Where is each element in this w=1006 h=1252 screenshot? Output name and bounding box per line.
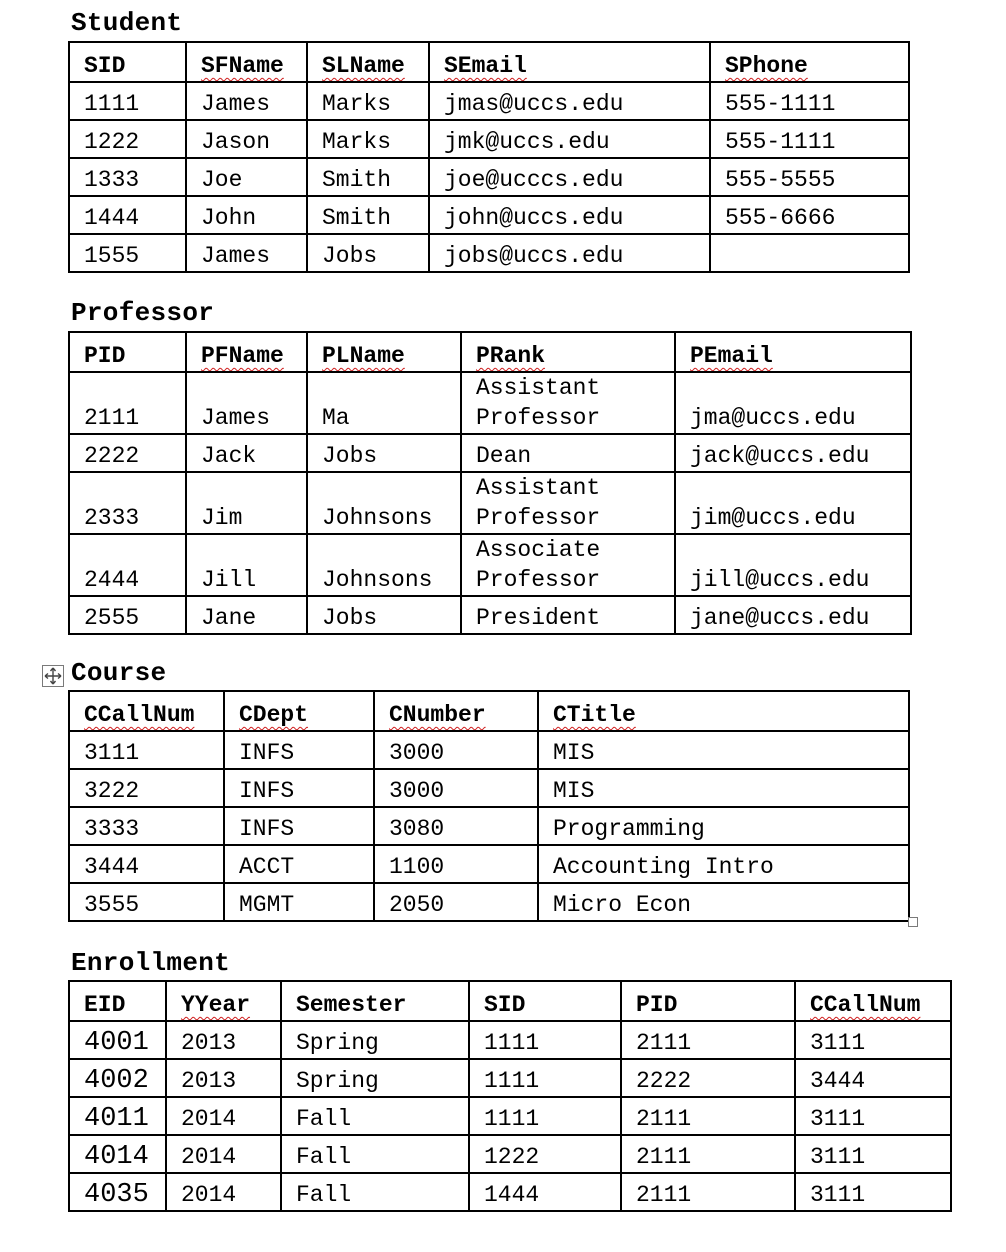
table-cell-semail: jobs@uccs.edu [429,234,710,272]
table-cell-cnumber: 2050 [374,883,538,921]
table-row [69,769,909,807]
table-cell-semester: Fall [281,1173,469,1211]
table-cell-semester: Spring [281,1059,469,1097]
table-row [69,196,909,234]
table-resize-handle[interactable] [908,917,918,927]
table-cell-ccallnum: 3333 [69,807,224,845]
column-header-ccallnum [69,691,224,731]
table-cell-cdept: ACCT [224,845,374,883]
table-row [69,807,909,845]
column-header-label: YYear [181,992,251,1018]
column-header-label: CTitle [553,702,636,728]
table-cell-pid: 2222 [621,1059,795,1097]
table-cell-slname: Smith [307,158,429,196]
table-cell-ctitle: MIS [538,769,909,807]
table-row [69,731,909,769]
table-cell-ccallnum: 3111 [795,1173,951,1211]
column-header-pid [69,332,186,372]
table-cell-pid: 2222 [69,434,186,472]
column-header-label: SID [484,992,526,1018]
table-cell-prank: Dean [461,434,675,472]
table-row [69,120,909,158]
table-cell-pemail: jim@uccs.edu [675,472,911,534]
table-cell-sid: 1222 [69,120,186,158]
column-header-yyear [166,981,281,1021]
table-cell-sid: 1555 [69,234,186,272]
table-cell-ccallnum: 3555 [69,883,224,921]
table-cell-sid: 1444 [69,196,186,234]
table-cell-semester: Spring [281,1021,469,1059]
table-cell-pfname: Jill [186,534,307,596]
table-cell-ccallnum: 3111 [795,1097,951,1135]
table-cell-prank: Assistant Professor [461,372,675,434]
table-cell-sphone: 555-5555 [710,158,909,196]
table-cell-sphone: 555-6666 [710,196,909,234]
table-cell-sfname: Joe [186,158,307,196]
professor-table [68,331,912,635]
column-header-pid [621,981,795,1021]
column-header-sid [69,42,186,82]
table-cell-sfname: James [186,82,307,120]
table-cell-eid: 4035 [69,1173,166,1211]
column-header-semester [281,981,469,1021]
table-cell-slname: Smith [307,196,429,234]
table-cell-plname: Jobs [307,434,461,472]
table-cell-semail: jmk@uccs.edu [429,120,710,158]
table-cell-pfname: Jane [186,596,307,634]
table-cell-prank: Associate Professor [461,534,675,596]
table-row [69,596,911,634]
column-header-sphone [710,42,909,82]
column-header-label: CCallNum [810,992,921,1018]
table-cell-pemail: jma@uccs.edu [675,372,911,434]
table-cell-eid: 4002 [69,1059,166,1097]
table-cell-pemail: jill@uccs.edu [675,534,911,596]
table-cell-plname: Jobs [307,596,461,634]
table-cell-yyear: 2014 [166,1173,281,1211]
column-header-label: SEmail [444,53,527,79]
table-cell-cnumber: 1100 [374,845,538,883]
column-header-pemail [675,332,911,372]
professor-table-title: Professor [71,298,215,328]
column-header-label: SID [84,53,126,79]
table-header-row [69,332,911,372]
table-row [69,372,911,434]
column-header-label: Semester [296,992,407,1018]
table-row [69,845,909,883]
table-cell-pemail: jane@uccs.edu [675,596,911,634]
table-cell-eid: 4014 [69,1135,166,1173]
column-header-label: PRank [476,343,546,369]
table-cell-sid: 1111 [469,1097,621,1135]
table-cell-pfname: Jim [186,472,307,534]
table-cell-sfname: Jason [186,120,307,158]
table-cell-slname: Marks [307,82,429,120]
table-cell-pid: 2333 [69,472,186,534]
column-header-label: SLName [322,53,405,79]
table-cell-semester: Fall [281,1135,469,1173]
table-header-row [69,981,951,1021]
student-table [68,41,910,273]
enrollment-table-title: Enrollment [71,948,231,978]
table-cell-pid: 2111 [621,1173,795,1211]
table-cell-slname: Marks [307,120,429,158]
table-row [69,1135,951,1173]
table-cell-pid: 2555 [69,596,186,634]
table-cell-yyear: 2013 [166,1021,281,1059]
table-cell-eid: 4001 [69,1021,166,1059]
table-cell-cdept: INFS [224,807,374,845]
table-cell-sphone: 555-1111 [710,82,909,120]
table-cell-semester: Fall [281,1097,469,1135]
table-row [69,434,911,472]
column-header-sfname [186,42,307,82]
table-cell-cdept: INFS [224,769,374,807]
table-row [69,883,909,921]
column-header-pfname [186,332,307,372]
table-header-row [69,42,909,82]
column-header-label: CCallNum [84,702,195,728]
table-cell-ctitle: Micro Econ [538,883,909,921]
table-cell-prank: Assistant Professor [461,472,675,534]
table-cell-ccallnum: 3111 [69,731,224,769]
column-header-label: PEmail [690,343,773,369]
table-row [69,534,911,596]
column-header-cnumber [374,691,538,731]
table-cell-semail: jmas@uccs.edu [429,82,710,120]
table-cell-sid: 1222 [469,1135,621,1173]
table-cell-semail: joe@ucccs.edu [429,158,710,196]
table-cell-cnumber: 3000 [374,769,538,807]
table-header-row [69,691,909,731]
column-header-semail [429,42,710,82]
table-cell-ccallnum: 3444 [795,1059,951,1097]
table-cell-semail: john@uccs.edu [429,196,710,234]
table-row [69,1173,951,1211]
table-cell-yyear: 2013 [166,1059,281,1097]
column-header-label: PFName [201,343,284,369]
column-header-sid [469,981,621,1021]
table-cell-ccallnum: 3111 [795,1021,951,1059]
table-cell-plname: Johnsons [307,472,461,534]
table-cell-sid: 1111 [469,1059,621,1097]
column-header-label: PID [636,992,678,1018]
column-header-label: PLName [322,343,405,369]
table-cell-cdept: MGMT [224,883,374,921]
table-row [69,82,909,120]
table-cell-cnumber: 3000 [374,731,538,769]
table-cell-sphone: 555-1111 [710,120,909,158]
table-cell-pfname: James [186,372,307,434]
enrollment-table [68,980,952,1212]
table-cell-pemail: jack@uccs.edu [675,434,911,472]
table-cell-sid: 1333 [69,158,186,196]
column-header-label: SFName [201,53,284,79]
table-move-handle-icon[interactable] [42,665,64,687]
table-cell-pfname: Jack [186,434,307,472]
table-cell-sid: 1444 [469,1173,621,1211]
table-cell-cnumber: 3080 [374,807,538,845]
table-cell-sid: 1111 [69,82,186,120]
column-header-label: EID [84,992,126,1018]
course-table [68,690,910,922]
column-header-plname [307,332,461,372]
table-cell-ccallnum: 3444 [69,845,224,883]
table-cell-slname: Jobs [307,234,429,272]
table-cell-yyear: 2014 [166,1097,281,1135]
table-row [69,1059,951,1097]
table-row [69,158,909,196]
column-header-ctitle [538,691,909,731]
table-cell-cdept: INFS [224,731,374,769]
table-cell-plname: Johnsons [307,534,461,596]
column-header-label: PID [84,343,126,369]
table-row [69,1021,951,1059]
column-header-slname [307,42,429,82]
table-cell-sfname: James [186,234,307,272]
table-row [69,472,911,534]
table-cell-pid: 2111 [621,1021,795,1059]
table-cell-sphone [710,234,909,272]
table-cell-ccallnum: 3222 [69,769,224,807]
table-cell-eid: 4011 [69,1097,166,1135]
table-cell-pid: 2444 [69,534,186,596]
table-cell-ccallnum: 3111 [795,1135,951,1173]
column-header-ccallnum [795,981,951,1021]
table-cell-ctitle: Accounting Intro [538,845,909,883]
table-cell-pid: 2111 [621,1135,795,1173]
column-header-label: SPhone [725,53,808,79]
table-cell-yyear: 2014 [166,1135,281,1173]
table-cell-pid: 2111 [621,1097,795,1135]
student-table-title: Student [71,8,183,38]
column-header-label: CNumber [389,702,486,728]
column-header-cdept [224,691,374,731]
table-cell-sid: 1111 [469,1021,621,1059]
table-cell-prank: President [461,596,675,634]
table-cell-sfname: John [186,196,307,234]
table-cell-ctitle: Programming [538,807,909,845]
table-row [69,1097,951,1135]
column-header-prank [461,332,675,372]
course-table-title: Course [71,658,167,688]
table-cell-plname: Ma [307,372,461,434]
table-cell-pid: 2111 [69,372,186,434]
column-header-eid [69,981,166,1021]
table-cell-ctitle: MIS [538,731,909,769]
column-header-label: CDept [239,702,309,728]
table-row [69,234,909,272]
